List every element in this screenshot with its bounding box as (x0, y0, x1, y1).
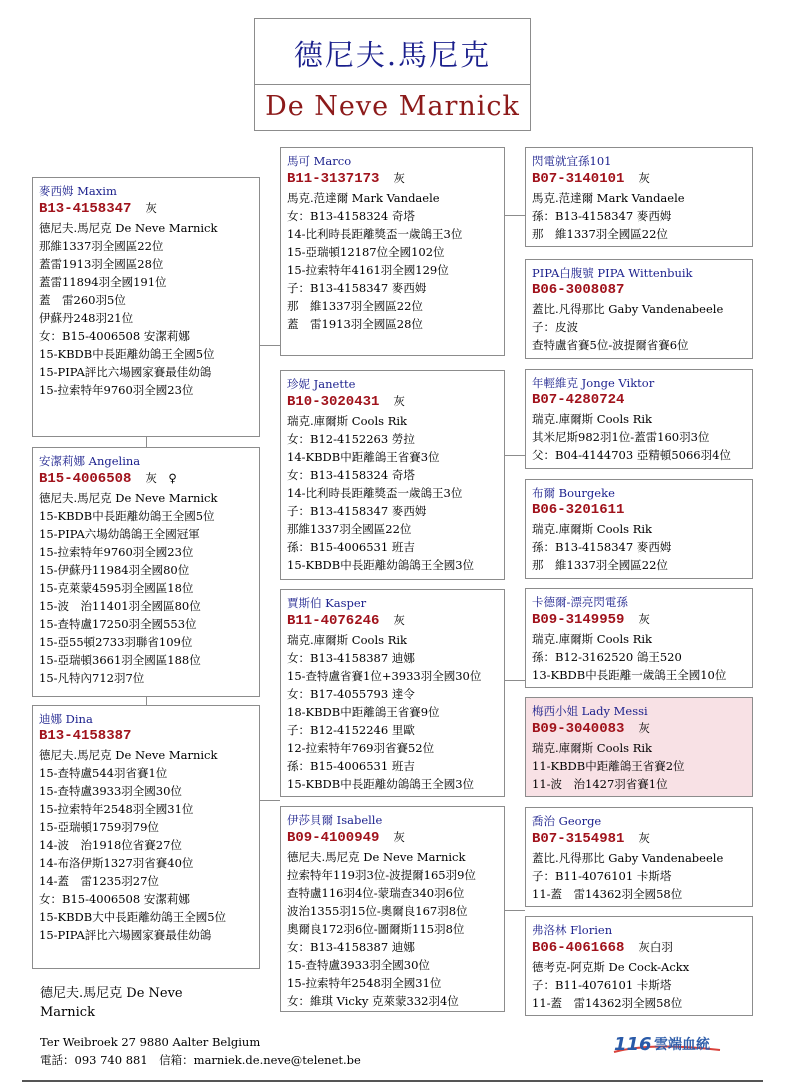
pedigree-line: 德尼夫.馬尼克 De Neve Marnick (39, 221, 218, 235)
pedigree-line: 14-比利時長距離獎盃一歲鴿王3位 (287, 227, 463, 241)
plumage-color: 灰 (393, 613, 405, 627)
pedigree-line: 15-KBDB中長距離幼鴿王全國5位 (39, 509, 215, 523)
pigeon-name: 珍妮 Janette (287, 377, 356, 391)
plumage-color: 灰 ♀ (145, 471, 177, 485)
pedigree-line: 14-比利時長距離獎盃一歲鴿王3位 (287, 486, 463, 500)
ring-number (287, 392, 504, 412)
ring-number (39, 199, 259, 219)
pedigree-line: 女：B15-4006508 安潔莉娜 (39, 329, 190, 343)
pedigree-line: 15-KBDB中長距離幼鴿王全國5位 (39, 347, 215, 361)
pedigree-line: 父：B04-4144703 亞精頓5066羽4位 (532, 448, 731, 463)
pedigree-line: 11-波 治1427羽省賽1位 (532, 777, 668, 792)
pedigree-line: 德尼夫.馬尼克 De Neve Marnick (39, 748, 218, 762)
pedigree-line: 15-亞55頓2733羽聯省109位 (39, 635, 193, 649)
ring-number (532, 938, 752, 958)
pedigree-line: 孫：B15-4006531 班吉 (287, 540, 415, 554)
pedigree-line: 子：B13-4158347 麥西姆 (287, 281, 427, 295)
ring-id: B10-3020431 (287, 394, 380, 410)
pigeon-name: 迪娜 Dina (39, 712, 93, 726)
pigeon-name: 安潔莉娜 Angelina (39, 454, 141, 468)
ring-number (532, 719, 752, 739)
ring-id: B07-4280724 (532, 392, 625, 408)
pigeon-card-florien (525, 916, 753, 1016)
ring-id: B06-3008087 (532, 282, 625, 298)
connector (505, 455, 525, 456)
pedigree-line: 11-蓋 雷14362羽全國58位 (532, 887, 683, 902)
pedigree-line: 14-蓋 雷1235羽27位 (39, 874, 159, 888)
pedigree-line: 瑞克.庫爾斯 Cools Rik (532, 412, 652, 426)
pedigree-line: 瑞克.庫爾斯 Cools Rik (287, 414, 407, 428)
bottom-divider (22, 1080, 763, 1082)
pigeon-name: 弗洛林 Florien (532, 923, 613, 937)
breeder-address: Ter Weibroek 27 9880 Aalter Belgium (40, 1035, 261, 1049)
pedigree-line: 14-波 治1918位省賽27位 (39, 838, 182, 852)
pedigree-line: 15-拉索特年2548羽全國31位 (39, 802, 194, 816)
pedigree-line: 子：B12-4152246 里歐 (287, 723, 415, 737)
pigeon-card-dina (32, 705, 260, 969)
pedigree-line: 孫：B13-4158347 麥西姆 (532, 209, 672, 224)
pedigree-line: 18-KBDB中距離鴿王省賽9位 (287, 705, 440, 719)
ring-id: B15-4006508 (39, 471, 132, 487)
connector (260, 800, 280, 801)
title-english: De Neve Marnick (265, 91, 520, 122)
ring-id: B06-3201611 (532, 502, 625, 518)
pigeon-name: 布爾 Bourgeke (532, 486, 615, 500)
pigeon-name: 麥西姆 Maxim (39, 184, 117, 198)
pedigree-line: 那維1337羽全國區22位 (287, 522, 412, 536)
pedigree-line: 瑞克.庫爾斯 Cools Rik (532, 632, 652, 646)
pedigree-line: 蓋雷1913羽全國區28位 (39, 257, 164, 271)
title-chinese: 德尼夫.馬尼克 (293, 38, 492, 72)
pedigree-line: 那 維1337羽全國區22位 (532, 558, 668, 573)
pigeon-name: 喬治 George (532, 814, 602, 828)
pedigree-line: 11-蓋 雷14362羽全國58位 (532, 996, 683, 1011)
pedigree-line: 蓋比.凡得那比 Gaby Vandenabeele (532, 302, 724, 316)
pedigree-line: 15-亞瑞頓12187位全國102位 (287, 245, 445, 259)
ring-id: B13-4158387 (39, 728, 132, 744)
pedigree-line: 瑞克.庫爾斯 Cools Rik (532, 522, 652, 536)
title-divider (255, 84, 530, 85)
pigeon-card-maxim (32, 177, 260, 437)
pedigree-line: 蓋比.凡得那比 Gaby Vandenabeele (532, 851, 724, 865)
logo-text: 雲端血統 (654, 1037, 710, 1053)
pedigree-line: 女：維琪 Vicky 克萊蒙332羽4位 (287, 994, 459, 1008)
pedigree-line: 15-查特盧544羽省賽1位 (39, 766, 168, 780)
pedigree-line: 查特盧省賽5位-波提爾省賽6位 (532, 338, 689, 353)
pedigree-line: 13-KBDB中長距離一歲鴿王全國10位 (532, 668, 727, 683)
pigeon-card-marco (280, 147, 505, 356)
pedigree-line: 女：B17-4055793 達令 (287, 687, 415, 701)
pedigree-line: 孫：B12-3162520 鴿王520 (532, 650, 682, 665)
pedigree-line: 15-KBDB中長距離幼鴿鴿王全國3位 (287, 777, 475, 791)
pedigree-line: 蓋 雷260羽5位 (39, 293, 126, 307)
pigeon-name: 梅西小姐 Lady Messi (532, 704, 648, 718)
pigeon-card-wittenbuik (525, 259, 753, 359)
ring-number (532, 391, 752, 410)
pigeon-card-isabelle (280, 806, 505, 1012)
logo-graphic (612, 1030, 722, 1058)
pigeon-card-bourgeke (525, 479, 753, 579)
pigeon-name: 賈斯伯 Kasper (287, 596, 367, 610)
connector (505, 215, 525, 216)
ring-id: B13-4158347 (39, 201, 132, 217)
ring-number (287, 828, 504, 848)
pedigree-line: 馬克.范達爾 Mark Vandaele (532, 191, 685, 205)
plumage-color: 灰白羽 (638, 940, 673, 954)
pedigree-line: 15-拉索特年9760羽全國23位 (39, 545, 194, 559)
pedigree-line: 子：B11-4076101 卡斯塔 (532, 978, 672, 993)
pedigree-line: 14-布洛伊斯1327羽省賽40位 (39, 856, 194, 870)
ring-number (532, 281, 752, 300)
pedigree-line: 其米尼斯982羽1位-蓋雷160羽3位 (532, 430, 710, 445)
plumage-color: 灰 (393, 830, 405, 844)
connector (260, 345, 280, 346)
pedigree-line: 德尼夫.馬尼克 De Neve Marnick (39, 491, 218, 505)
pigeon-name: 馬可 Marco (287, 154, 352, 168)
pedigree-line: 15-查特盧3933羽全國30位 (287, 958, 430, 972)
plumage-color: 灰 (145, 201, 157, 215)
pedigree-line: 15-波 治11401羽全國區80位 (39, 599, 201, 613)
cloud-pedigree-logo (612, 1030, 722, 1058)
title-box (254, 18, 531, 131)
logo-number: 116 (614, 1034, 652, 1055)
pedigree-line: 伊蘇丹248羽21位 (39, 311, 134, 325)
pedigree-line: 15-亞瑞頓1759羽79位 (39, 820, 159, 834)
pedigree-line: 女：B13-4158387 迪娜 (287, 651, 415, 665)
pedigree-line: 瑞克.庫爾斯 Cools Rik (532, 741, 652, 755)
pigeon-name: 年輕維克 Jonge Viktor (532, 376, 655, 390)
breeder-phone-email: 電話：093 740 881 信箱：marniek.de.neve@telenet.be (40, 1053, 361, 1067)
pedigree-line: 15-PIPA六場幼鴿鴿王全國冠軍 (39, 527, 200, 541)
ring-number (39, 469, 259, 489)
pedigree-line: 瑞克.庫爾斯 Cools Rik (287, 633, 407, 647)
pedigree-line: 女：B13-4158324 奇塔 (287, 209, 415, 223)
pedigree-line: 15-查特盧3933羽全國30位 (39, 784, 182, 798)
ring-id: B11-4076246 (287, 613, 380, 629)
ring-number (39, 727, 259, 746)
ring-id: B09-4100949 (287, 830, 380, 846)
pedigree-line: 蓋雷11894羽全國191位 (39, 275, 167, 289)
pedigree-line: 奧爾良172羽6位-圖爾斯115羽8位 (287, 922, 465, 936)
pedigree-line: 15-KBDB大中長距離幼鴿王全國5位 (39, 910, 227, 924)
pedigree-line: 子：B11-4076101 卡斯塔 (532, 869, 672, 884)
pigeon-card-angelina (32, 447, 260, 697)
pedigree-line: 12-拉索特年769羽省賽52位 (287, 741, 435, 755)
plumage-color: 灰 (638, 612, 650, 626)
ring-number (532, 169, 752, 189)
ring-number (287, 611, 504, 631)
pedigree-line: 波治1355羽15位-奧爾良167羽8位 (287, 904, 468, 918)
pedigree-line: 子：B13-4158347 麥西姆 (287, 504, 427, 518)
ring-id: B09-3149959 (532, 612, 625, 628)
pigeon-name: 伊莎貝爾 Isabelle (287, 813, 383, 827)
pedigree-line: 女：B15-4006508 安潔莉娜 (39, 892, 190, 906)
pigeon-card-janette (280, 370, 505, 580)
pigeon-name: PIPA白腹號 PIPA Wittenbuik (532, 266, 693, 280)
ring-id: B09-3040083 (532, 721, 625, 737)
pedigree-line: 11-KBDB中距離鴿王省賽2位 (532, 759, 685, 774)
pedigree-line: 德考克-阿克斯 De Cock-Ackx (532, 960, 690, 974)
pedigree-line: 馬克.范達爾 Mark Vandaele (287, 191, 440, 205)
ring-id: B11-3137173 (287, 171, 380, 187)
plumage-color: 灰 (393, 394, 405, 408)
ring-number (532, 610, 752, 630)
pedigree-line: 15-拉索特年9760羽全國23位 (39, 383, 194, 397)
pedigree-line: 15-KBDB中長距離幼鴿鴿王全國3位 (287, 558, 475, 572)
pigeon-card-lady-messi (525, 697, 753, 797)
pedigree-line: 15-拉索特年4161羽全國129位 (287, 263, 449, 277)
ring-id: B07-3154981 (532, 831, 625, 847)
pedigree-line: 14-KBDB中距離鴿王省賽3位 (287, 450, 440, 464)
pigeon-name: 閃電就宜孫101 (532, 154, 612, 168)
plumage-color: 灰 (393, 171, 405, 185)
pigeon-card-george (525, 807, 753, 907)
ring-number (287, 169, 504, 189)
pedigree-line: 子：皮波 (532, 320, 578, 335)
breeder-contact (40, 1033, 361, 1069)
pedigree-line: 15-凡特內712羽7位 (39, 671, 145, 685)
plumage-color: 灰 (638, 721, 650, 735)
pedigree-line: 女：B12-4152263 勞拉 (287, 432, 415, 446)
connector (146, 697, 147, 705)
pedigree-line: 女：B13-4158387 迪娜 (287, 940, 415, 954)
pedigree-line: 15-PIPA評比六場國家賽最佳幼鴿 (39, 365, 212, 379)
pedigree-line: 15-克萊蒙4595羽全國區18位 (39, 581, 194, 595)
pedigree-line: 15-查特盧省賽1位+3933羽全國30位 (287, 669, 482, 683)
pedigree-line: 德尼夫.馬尼克 De Neve Marnick (287, 850, 466, 864)
pedigree-line: 孫：B15-4006531 班吉 (287, 759, 415, 773)
ring-id: B06-4061668 (532, 940, 625, 956)
plumage-color: 灰 (638, 831, 650, 845)
pigeon-name: 卡德爾-漂亮閃電孫 (532, 595, 628, 609)
pedigree-line: 女：B13-4158324 奇塔 (287, 468, 415, 482)
connector (505, 910, 525, 911)
pedigree-line: 15-拉索特年2548羽全國31位 (287, 976, 442, 990)
pedigree-line: 蓋 雷1913羽全國區28位 (287, 317, 423, 331)
ring-id: B07-3140101 (532, 171, 625, 187)
pedigree-line: 拉索特年119羽3位-波提爾165羽9位 (287, 868, 476, 882)
pedigree-line: 那維1337羽全國區22位 (39, 239, 164, 253)
pedigree-line: 15-伊蘇丹11984羽全國80位 (39, 563, 190, 577)
connector (505, 680, 525, 681)
pedigree-line: 孫：B13-4158347 麥西姆 (532, 540, 672, 555)
ring-number (532, 829, 752, 849)
pigeon-card-b09-3149959 (525, 588, 753, 688)
pedigree-line: 15-PIPA評比六場國家賽最佳幼鴿 (39, 928, 212, 942)
pedigree-line: 15-查特盧17250羽全國553位 (39, 617, 197, 631)
pedigree-line: 查特盧116羽4位-蒙瑞查340羽6位 (287, 886, 465, 900)
ring-number (532, 501, 752, 520)
pedigree-line: 15-亞瑞頓3661羽全國區188位 (39, 653, 201, 667)
connector (146, 437, 147, 447)
breeder-name: 德尼夫.馬尼克 De Neve Marnick (40, 986, 183, 1020)
pigeon-card-101 (525, 147, 753, 247)
plumage-color: 灰 (638, 171, 650, 185)
pigeon-card-kasper (280, 589, 505, 797)
pedigree-line: 那 維1337羽全國區22位 (287, 299, 423, 313)
pigeon-card-jonge-viktor (525, 369, 753, 469)
pedigree-line: 那 維1337羽全國區22位 (532, 227, 668, 242)
